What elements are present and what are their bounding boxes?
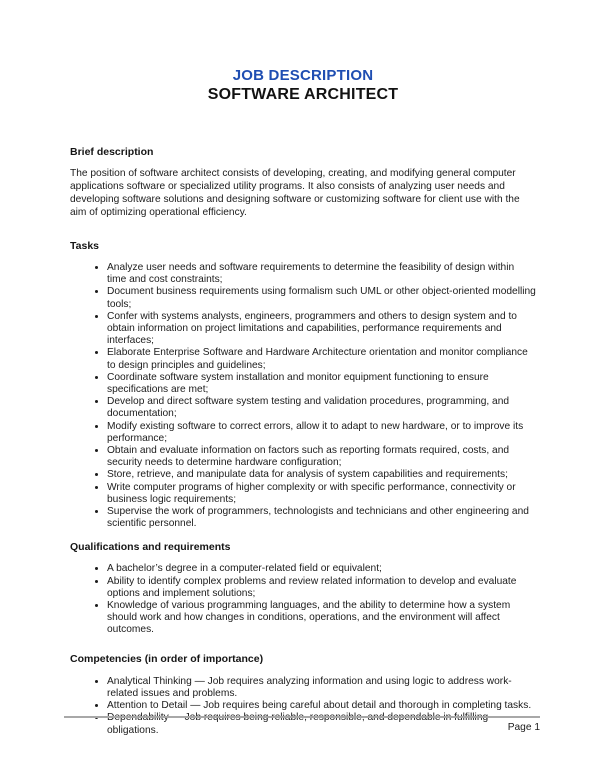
document-header bbox=[70, 66, 536, 105]
qualification-item: • A bachelor’s degree in a computer-related field or equivalent; bbox=[107, 563, 536, 575]
task-item: • Modify existing software to correct errors, allow it to adapt to new hardware, or to improve its performance; bbox=[107, 421, 536, 445]
section-qualifications bbox=[70, 541, 536, 636]
tasks-list bbox=[70, 262, 536, 530]
section-tasks bbox=[70, 240, 536, 530]
competencies-heading: Competencies (in order of importance) bbox=[70, 652, 264, 665]
task-item: • Store, retrieve, and manipulate data for analysis of system capabilities and requirements; bbox=[107, 469, 536, 481]
brief-description-heading: Brief description bbox=[70, 146, 154, 158]
qualifications-heading: Qualifications and requirements bbox=[70, 541, 231, 554]
task-item: • Confer with systems analysts, engineers, programmers and others to design system and to obtain information on project limitations and capabilities, performance requirements and interfaces; bbox=[107, 311, 536, 348]
page-number: Page 1 bbox=[507, 722, 540, 733]
job-title: SOFTWARE ARCHITECT bbox=[207, 86, 399, 103]
qualification-item: • Ability to identify complex problems and review related information to develop and evaluate options and implement solutions; bbox=[107, 576, 536, 600]
section-brief-description bbox=[70, 146, 536, 219]
footer-divider bbox=[64, 716, 540, 718]
task-item: • Obtain and evaluate information on factors such as reporting formats required, costs, and security needs to determine hardware configuration; bbox=[107, 445, 536, 469]
task-item: • Analyze user needs and software requirements to determine the feasibility of design within time and cost constraints; bbox=[107, 262, 536, 286]
competency-item: • Analytical Thinking — Job requires analyzing information and using logic to address work-related issues and problems. bbox=[107, 676, 536, 700]
task-item: • Coordinate software system installation and monitor equipment functioning to ensure specifications are met; bbox=[107, 372, 536, 396]
task-item: • Develop and direct software system testing and validation procedures, programming, and documentation; bbox=[107, 396, 536, 420]
qualifications-list bbox=[70, 563, 536, 636]
task-item: • Supervise the work of programmers, technologists and technicians and other engineering and scientific personnel. bbox=[107, 506, 536, 530]
qualification-item: • Knowledge of various programming languages, and the ability to determine how a system should work and how changes in conditions, operations, and the environment will affect outcomes. bbox=[107, 600, 536, 637]
brief-description-text: The position of software architect consists of developing, creating, and modifying general computer applications software or specialized utility programs. It also consists of analyzing user needs and developing software solutions and designing software or customizing software for client use with the aim of optimizing operational efficiency. bbox=[70, 168, 520, 218]
competency-item: • Attention to Detail — Job requires being careful about detail and thorough in completing tasks. bbox=[107, 700, 536, 712]
task-item: • Write computer programs of higher complexity or with specific performance, connectivity or business logic requirements; bbox=[107, 482, 536, 506]
task-item: • Elaborate Enterprise Software and Hardware Architecture orientation and monitor compliance to design principles and guidelines; bbox=[107, 347, 536, 371]
competency-item: • Dependability — Job requires being reliable, responsible, and dependable in fulfilling obligations. bbox=[107, 712, 536, 736]
page-footer bbox=[64, 716, 540, 734]
task-item: • Document business requirements using formalism such UML or other object-oriented modelling tools; bbox=[107, 286, 536, 310]
tasks-heading: Tasks bbox=[70, 240, 99, 252]
document-type-title: JOB DESCRIPTION bbox=[232, 67, 374, 84]
